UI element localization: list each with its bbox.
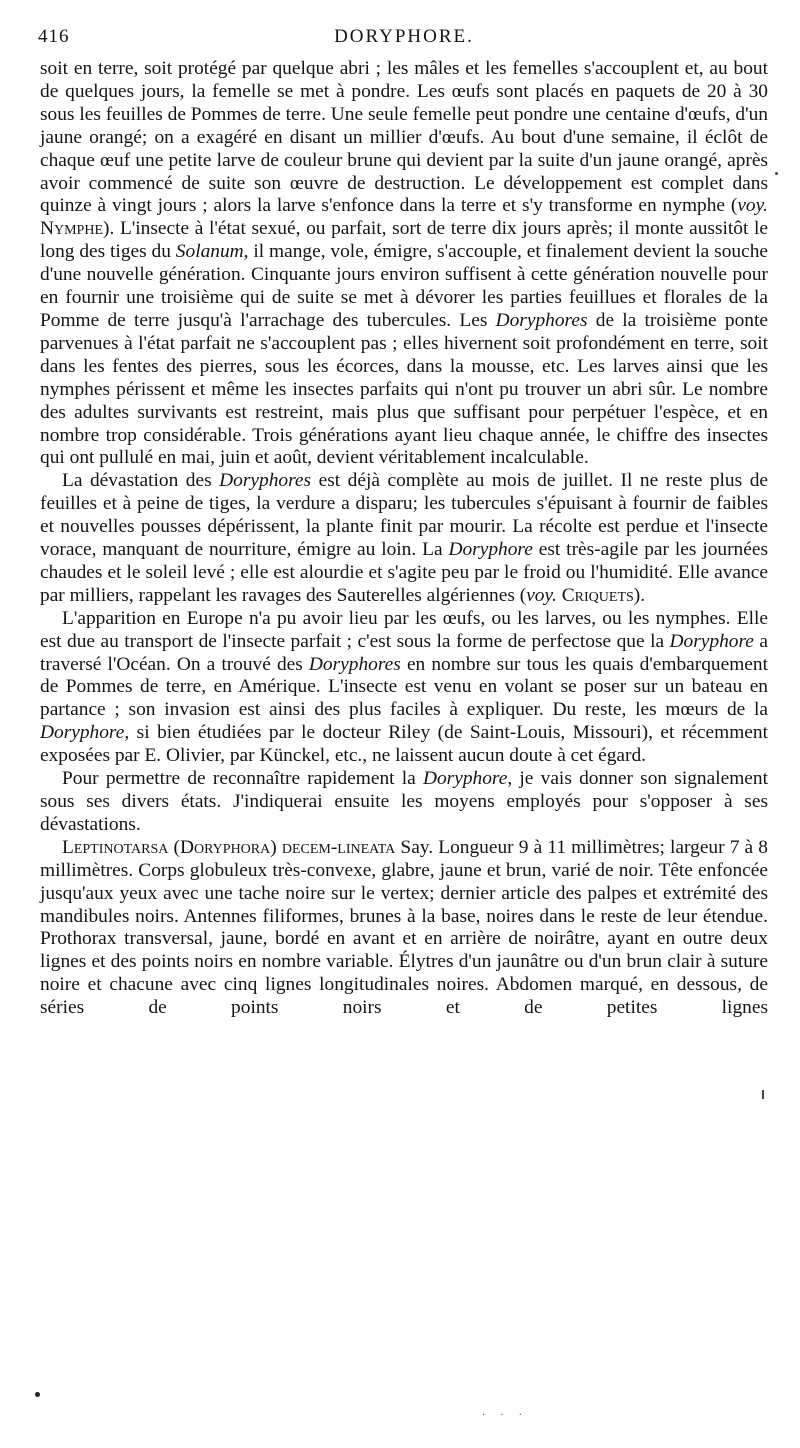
- voy-abbrev: voy.: [737, 195, 768, 217]
- taxon-name: Doryphore: [669, 630, 754, 652]
- taxon-name: Doryphores: [495, 309, 588, 331]
- page-body: [40, 58, 768, 1020]
- taxon-name: Solanum: [175, 241, 244, 263]
- taxon-name: Doryphore: [448, 539, 533, 561]
- paragraph-2: La dévastation des Doryphores est déjà complète au mois de juillet. Il ne reste plus de feuilles et à peine de tiges, la verdure a disparu; les tubercules s'épuisant à fournir de faibles et nouvelles pousses dépérissent, la plante finit par mourir. La récolte est perdue et l'insecte vorace, manquant de nourriture, émigre au loin. La Doryphore est très-agile par les journées chaudes et le soleil levé ; elle est alourdie et s'agite peu par le froid ou l'humidité. Elle avance par milliers, rappelant les ravages des Sauterelles algériennes (voy. Criquets).: [40, 470, 769, 606]
- taxon-name: Doryphore: [40, 722, 125, 744]
- cross-reference: Criquets: [561, 584, 634, 606]
- print-specks: · · ·: [482, 1410, 528, 1421]
- paragraph-3: L'apparition en Europe n'a pu avoir lieu par les œufs, ou les larves, ou les nymphes. Elle est due au transport de l'insecte parfait ; c'est sous la forme de perfectose que la Doryphore a traversé l'Océan. On a trouvé des Doryphores en nombre sur tous les quais d'embarquement de Pommes de terre, en Amérique. L'insecte est venu en volant se poser sur un bateau en partance ; son invasion est ainsi des plus faciles à expliquer. Du reste, les mœurs de la Doryphore, si bien étudiées par le docteur Riley (de Saint-Louis, Missouri), et récemment exposées par E. Olivier, par Künckel, etc., ne laissent aucun doute à cet égard.: [40, 607, 768, 767]
- paragraph-5: Leptinotarsa (Doryphora) decem-lineata Say. Longueur 9 à 11 millimètres; largeur 7 à 8 millimètres. Corps globuleux très-convexe, glabre, jaune et brun, varié de noir. Tête enfoncée jusqu'aux yeux avec une tache noire sur le vertex; dernier article des palpes et extrémité des mandibules noirs. Antennes filiformes, brunes à la base, noires dans le reste de leur étendue. Prothorax transversal, jaune, bordé en avant et en arrière de noirâtre, ayant en outre deux lignes et des points noirs en nombre variable. Élytres d'un jaunâtre ou d'un brun clair à suture noire et chacune avec cinq lignes longitudinales noires. Abdomen marqué, en dessous, de séries de points noirs et de petites lignes: [40, 836, 769, 1019]
- species-name: Leptinotarsa (Doryphora) decem-lineata: [62, 836, 396, 858]
- print-speck: [775, 172, 778, 175]
- running-title: DORYPHORE.: [334, 26, 474, 47]
- voy-abbrev: voy.: [526, 584, 557, 606]
- taxon-name: Doryphores: [308, 653, 401, 675]
- page-header: [40, 22, 768, 58]
- print-speck: [35, 1392, 40, 1397]
- print-speck: [762, 1090, 764, 1099]
- taxon-name: Doryphores: [219, 470, 312, 492]
- taxon-name: Doryphore: [422, 768, 508, 790]
- page-number: 416: [38, 26, 70, 47]
- paragraph-1: soit en terre, soit protégé par quelque abri ; les mâles et les femelles s'accouplent et, au bout de quelques jours, la femelle se met à pondre. Les œufs sont placés en paquets de 20 à 30 sous les feuilles de Pommes de terre. Une seule femelle peut pondre une centaine d'œufs, d'un jaune orangé; on a exagéré en disant un millier d'œufs. Au bout d'une semaine, il éclôt de chaque œuf une petite larve de couleur brune qui devient par la suite d'un jaune orangé, après avoir commencé de suite son œuvre de destruction. Le développement est complet dans quinze à vingt jours ; alors la larve s'enfonce dans la terre et s'y transforme en nymphe (voy. Nymphe). L'insecte à l'état sexué, ou parfait, sort de terre dix jours après; il monte aussitôt le long des tiges du Solanum, il mange, vole, émigre, s'accouple, et finalement devient la souche d'une nouvelle génération. Cinquante jours environ suffisent à cette génération nouvelle pour en fournir une troisième qui de suite se met à dévorer les parties feuillues et florales de la Pomme de terre jusqu'à l'arrachage des tubercules. Les Doryphores de la troisième ponte parvenues à l'état parfait ne s'accouplent pas ; elles hivernent soit profondément en terre, soit dans les fentes des pierres, sous les écorces, dans la mousse, etc. Les larves ainsi que les nymphes périssent et même les insectes parfaits qui n'ont pu trouver un abri sûr. Le nombre des adultes survivants est restreint, mais plus que suffisant pour perpétuer l'espèce, et en nombre trop considérable. Trois générations ayant lieu chaque année, le chiffre des insectes qui ont pullulé en mai, juin et août, devient véritablement incalculable.: [40, 58, 768, 469]
- paragraph-4: Pour permettre de reconnaître rapidement la Doryphore, je vais donner son signalement sous ses divers états. J'indiquerai ensuite les moyens employés pour s'opposer à ses dévastations.: [40, 768, 768, 835]
- book-page: [40, 22, 768, 1020]
- cross-reference: Nymphe: [40, 218, 104, 240]
